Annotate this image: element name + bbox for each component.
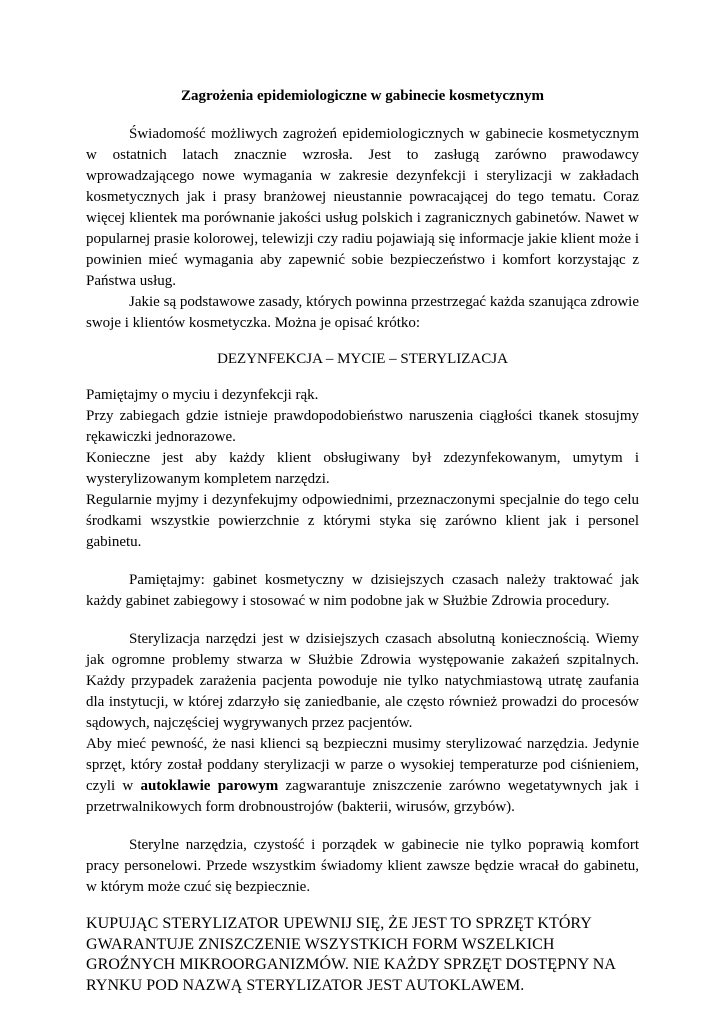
- centered-heading: DEZYNFEKCJA – MYCIE – STERYLIZACJA: [217, 351, 508, 367]
- rule-hand-hygiene: Pamiętajmy o myciu i dezynfekcji rąk.: [86, 387, 319, 403]
- autoclave-emphasis: autoklawie parowym: [140, 778, 279, 794]
- rule-gloves: Przy zabiegach gdzie istnieje prawdopodobieństwo naruszenia ciągłości tkanek stosujmy rękawiczki jednorazowe.: [86, 408, 639, 445]
- rule-surface-disinfection: Regularnie myjmy i dezynfekujmy odpowiednimi, przeznaczonymi specjalnie do tego celu środkami wszystkie powierzchnie z którymi styka się zarówno klient jak i personel gabinetu.: [86, 492, 639, 550]
- closing-warning: KUPUJĄC STERYLIZATOR UPEWNIJ SIĘ, ŻE JEST TO SPRZĘT KTÓRY GWARANTUJE ZNISZCZENIE WSZYSTKICH FORM WSZELKICH GROŹNYCH MIKROORGANIZMÓW. NIE KAŻDY SPRZĘT DOSTĘPNY NA RYNKU POD NAZWĄ STERYLIZATOR JEST AUTOKLAWEM.: [86, 915, 616, 994]
- autoclave-text-before: Aby mieć pewność, że nasi klienci są bezpieczni musimy sterylizować narzędzia. Jedynie sprzęt, który został poddany sterylizacji w parze o wysokiej temperaturze pod ciśnieniem, czyli w: [86, 736, 639, 794]
- document-page: [86, 86, 639, 996]
- document-title: Zagrożenia epidemiologiczne w gabinecie kosmetycznym: [180, 88, 544, 104]
- sterilization-paragraph: Sterylizacja narzędzi jest w dzisiejszych czasach absolutną koniecznością. Wiemy jak ogromne problemy stwarza w Służbie Zdrowia występowanie zakażeń szpitalnych. Każdy przypadek zarażenia pacjenta powoduje nie tylko natychmiastową utratę zaufania dla instytucji, w której zdarzyło się zaniedbanie, ale często również prowadzi do procesów sądowych, najczęściej wygrywanych przez pacjentów.: [86, 631, 639, 731]
- rule-sterile-tools: Konieczne jest aby każdy klient obsługiwany był zdezynfekowanym, umytym i wysterylizowanym kompletem narzędzi.: [86, 450, 639, 487]
- autoclave-text-after: zagwarantuje zniszczenie zarówno wegetatywnych jak i przetrwalnikowych form drobnoustrojów (bakterii, wirusów, grzybów).: [86, 778, 639, 815]
- sterile-tools-paragraph: Sterylne narzędzia, czystość i porządek w gabinecie nie tylko poprawią komfort pracy personelowi. Przede wszystkim świadomy klient zawsze będzie wracał do gabinetu, w którym może czuć się bezpiecznie.: [86, 837, 639, 895]
- intro-paragraph: Świadomość możliwych zagrożeń epidemiologicznych w gabinecie kosmetycznym w ostatnich latach znacznie wzrosła. Jest to zasługą zarówno prawodawcy wprowadzającego nowe wymagania w zakresie dezynfekcji i sterylizacji w zakładach kosmetycznych jak i prasy branżowej nieustannie powracającej do tego tematu. Coraz więcej klientek ma porównanie jakości usług polskich i zagranicznych gabinetów. Nawet w popularnej prasie kolorowej, telewizji czy radiu pojawiają się informacje jakie klient może i powinien mieć wymagania aby zapewnić sobie bezpieczeństwo i komfort korzystając z Państwa usług.: [86, 126, 639, 289]
- remember-paragraph: Pamiętajmy: gabinet kosmetyczny w dzisiejszych czasach należy traktować jak każdy gabinet zabiegowy i stosować w nim podobne jak w Służbie Zdrowia procedury.: [86, 572, 639, 609]
- question-paragraph: Jakie są podstawowe zasady, których powinna przestrzegać każda szanująca zdrowie swoje i klientów kosmetyczka. Można je opisać krótko:: [86, 294, 639, 331]
- autoclave-paragraph: [86, 734, 639, 818]
